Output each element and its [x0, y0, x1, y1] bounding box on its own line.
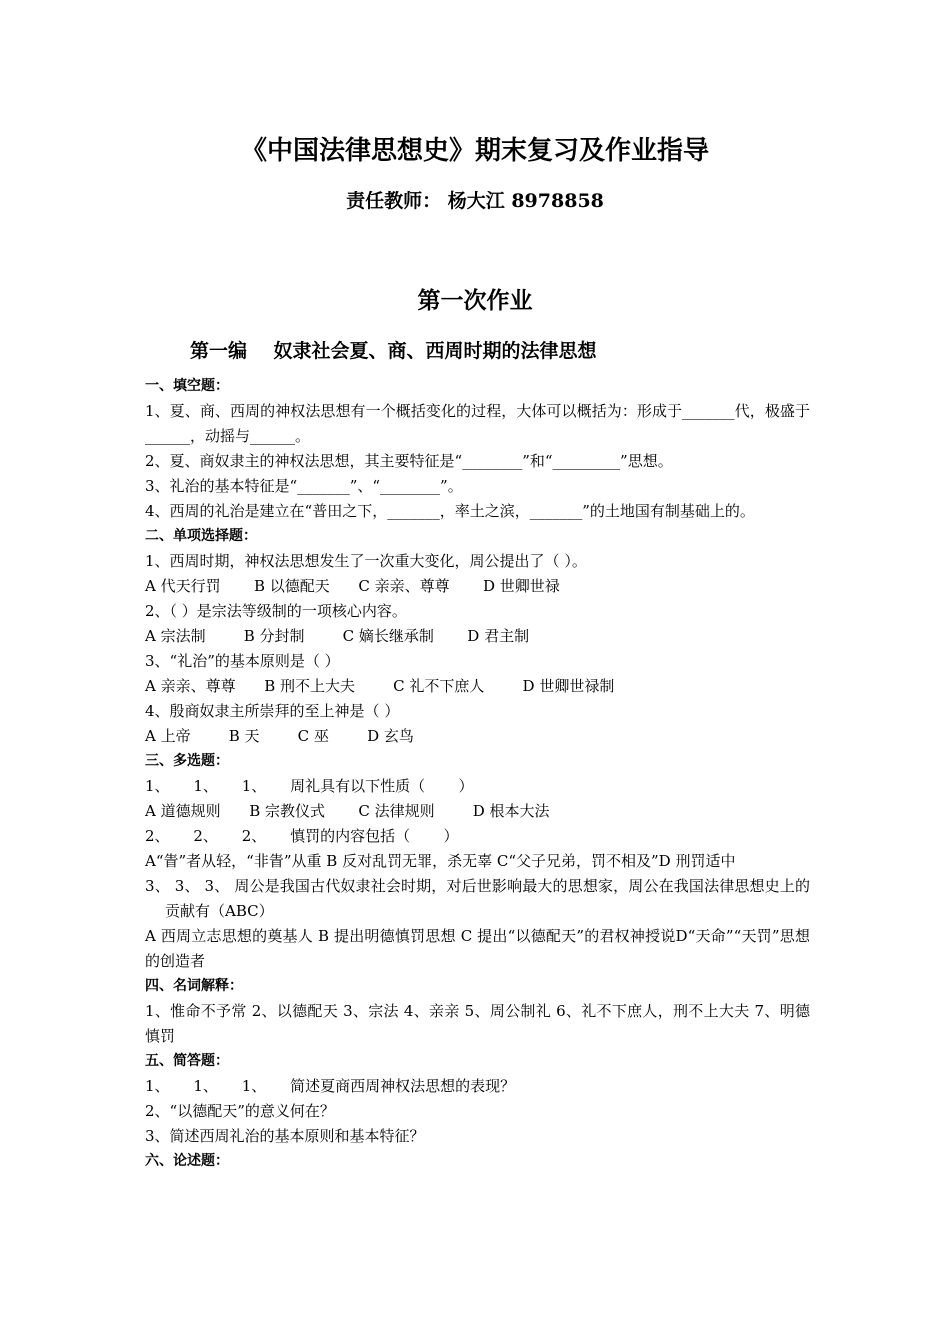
section-heading-multi: 三、多选题： [145, 753, 229, 769]
document-body [145, 374, 810, 1174]
teacher-line: 责任教师： 杨大江 8978858 [346, 190, 604, 212]
multi-options-1: A 道德规则 B 宗教仪式 C 法律规则 D 根本大法 [145, 802, 550, 820]
single-question-4: 4、殷商奴隶主所崇拜的至上神是（ ） [145, 702, 400, 720]
multi-question-2: 2、 2、 2、 慎罚的内容包括（ ） [145, 827, 459, 845]
document-title: 《中国法律思想史》期末复习及作业指导 [240, 136, 709, 166]
single-options-1: A 代天行罚 B 以德配天 C 亲亲、尊尊 D 世卿世禄 [145, 577, 560, 595]
section-heading-short: 五、简答题： [145, 1053, 229, 1069]
short-question-3: 3、简述西周礼治的基本原则和基本特征？ [145, 1127, 425, 1145]
single-options-3: A 亲亲、尊尊 B 刑不上大夫 C 礼不下庶人 D 世卿世禄制 [145, 677, 615, 695]
single-options-2: A 宗法制 B 分封制 C 嫡长继承制 D 君主制 [145, 627, 530, 645]
terms-list: 1、惟命不予常 2、以德配天 3、宗法 4、亲亲 5、周公制礼 6、礼不下庶人，刑不上大夫 7、明德慎罚 [145, 1002, 810, 1045]
multi-options-2: A“眚”者从轻，“非眚”从重 B 反对乱罚无罪，杀无辜 C“父子兄弟，罚不相及”D 刑罚适中 [145, 852, 736, 870]
homework-title: 第一次作业 [417, 287, 533, 314]
fill-question-1: 1、夏、商、西周的神权法思想有一个概括变化的过程，大体可以概括为：形成于_______代，极盛于______，动摇与______。 [145, 402, 810, 445]
multi-options-3: A 西周立志思想的奠基人 B 提出明德慎罚思想 C 提出“以德配天”的君权神授说D“天命”“天罚”思想的创造者 [145, 927, 810, 970]
section-heading-single: 二、单项选择题： [145, 528, 257, 544]
section-heading-essay: 六、论述题： [145, 1153, 229, 1169]
short-question-1: 1、 1、 1、 简述夏商西周神权法思想的表现？ [145, 1077, 516, 1095]
fill-question-3: 3、礼治的基本特征是“_______”、“________”。 [145, 477, 463, 495]
fill-question-2: 2、夏、商奴隶主的神权法思想，其主要特征是“________”和“_________”思想。 [145, 452, 673, 470]
single-options-4: A 上帝 B 天 C 巫 D 玄鸟 [145, 727, 414, 745]
multi-question-1: 1、 1、 1、 周礼具有以下性质（ ） [145, 777, 474, 795]
single-question-3: 3、“礼治”的基本原则是（ ） [145, 652, 340, 670]
multi-question-3: 3、 3、 3、 周公是我国古代奴隶社会时期，对后世影响最大的思想家，周公在我国法律思想史上的贡献有（ABC） [145, 877, 810, 920]
section-heading-fill: 一、填空题： [145, 378, 229, 394]
fill-question-4: 4、西周的礼治是建立在“普田之下，_______，率土之滨，_______”的土地国有制基础上的。 [145, 502, 755, 520]
short-question-2: 2、“以德配天”的意义何在？ [145, 1102, 335, 1120]
part-title: 第一编 奴隶社会夏、商、西周时期的法律思想 [190, 340, 597, 362]
section-heading-terms: 四、名词解释： [145, 978, 243, 994]
single-question-2: 2、（ ）是宗法等级制的一项核心内容。 [145, 602, 407, 620]
single-question-1: 1、西周时期，神权法思想发生了一次重大变化，周公提出了（ ）。 [145, 552, 587, 570]
